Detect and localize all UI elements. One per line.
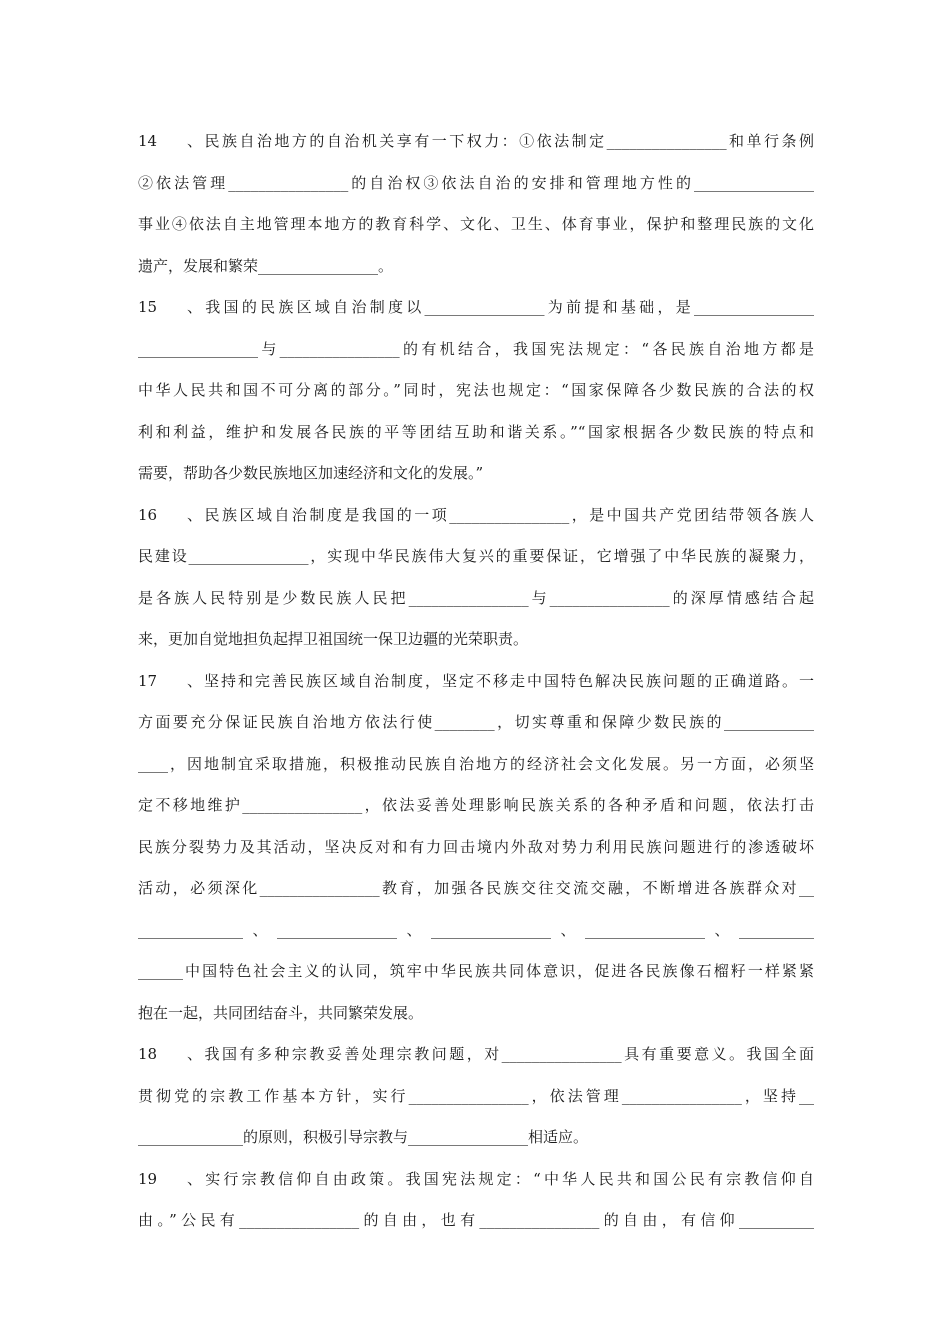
q19-line-1 <box>138 1159 814 1201</box>
q16-line-2: 民建设________________，实现中华民族伟大复兴的重要保证，它增强了中华民族的凝聚力， <box>138 547 814 565</box>
q17-line-8: ______中国特色社会主义的认同，筑牢中华民族共同体意识，促进各民族像石榴籽一样紧紧 <box>138 962 814 980</box>
q16-text-1: 民族区域自治制度是我国的一项________________，是中国共产党团结带领各族人 <box>202 505 814 524</box>
q17-line-5: 民族分裂势力及其活动，坚决反对和有力回击境内外敌对势力利用民族问题进行的渗透破坏 <box>138 837 814 856</box>
q15-line-3: 中华人民共和国不可分离的部分。”同时，宪法也规定：“国家保障各少数民族的合法的权 <box>138 381 814 399</box>
q18-line-1 <box>138 1034 814 1076</box>
q14-number: 14、 <box>138 132 202 150</box>
document-page <box>138 121 814 1242</box>
q14-line-3: 事业④依法自主地管理本地方的教育科学、文化、卫生、体育事业，保护和整理民族的文化 <box>138 215 814 233</box>
q15-line-2: ________________与________________的有机结合，我国宪法规定：“各民族自治地方都是 <box>138 339 814 358</box>
q18-number: 18、 <box>138 1045 202 1063</box>
q15-line-5: 需要，帮助各少数民族地区加速经济和文化的发展。” <box>138 464 484 482</box>
q17-line-9: 抱在一起，共同团结奋斗，共同繁荣发展。 <box>138 1003 424 1022</box>
q15-line-1 <box>138 287 814 329</box>
q15-line-4: 利和利益，维护和发展各民族的平等团结互助和谐关系。”“国家根据各少数民族的特点和 <box>138 422 814 441</box>
q14-line-2: ②依法管理________________的自治权③依法自治的安排和管理地方性的________________ <box>138 173 814 192</box>
q18-text-1: 我国有多种宗教妥善处理宗教问题，对________________具有重要意义。我国全面 <box>202 1045 814 1063</box>
q16-line-3: 是各族人民特别是少数民族人民把________________与________________的深厚情感结合起 <box>138 588 814 607</box>
q17-number: 17、 <box>138 671 202 690</box>
q15-number: 15、 <box>138 298 202 316</box>
q18-line-2: 贯彻党的宗教工作基本方针，实行________________，依法管理________________，坚持__ <box>138 1086 814 1105</box>
q16-number: 16、 <box>138 505 202 524</box>
q14-line-4: 遗产，发展和繁荣________________。 <box>138 256 394 275</box>
q17-text-1: 坚持和完善民族区域自治制度，坚定不移走中国特色解决民族问题的正确道路。一 <box>202 671 814 690</box>
q16-line-4: 来，更加自觉地担负起捍卫祖国统一保卫边疆的光荣职责。 <box>138 630 529 648</box>
q17-line-7: ______________、________________、________________、________________、__________ <box>138 920 814 939</box>
q14-line-1 <box>138 121 814 163</box>
q14-text-1: 民族自治地方的自治机关享有一下权力：①依法制定________________和单行条例 <box>202 132 814 150</box>
q17-line-4: 定不移地维护________________，依法妥善处理影响民族关系的各种矛盾和问题，依法打击 <box>138 796 814 814</box>
q19-line-2: 由。”公民有________________的自由，也有________________的自由，有信仰__________ <box>138 1211 814 1229</box>
q16-line-1 <box>138 495 814 537</box>
q19-number: 19、 <box>138 1169 202 1188</box>
q17-line-6: 活动，必须深化________________教育，加强各民族交往交流交融，不断增进各族群众对__ <box>138 879 814 897</box>
q19-text-1: 实行宗教信仰自由政策。我国宪法规定：“中华人民共和国公民有宗教信仰自 <box>202 1169 814 1188</box>
q17-line-1 <box>138 661 814 703</box>
q15-text-1: 我国的民族区域自治制度以________________为前提和基础，是________________ <box>202 298 814 316</box>
q17-line-2: 方面要充分保证民族自治地方依法行使________，切实尊重和保障少数民族的____________ <box>138 713 814 731</box>
q17-line-3: ____，因地制宜采取措施，积极推动民族自治地方的经济社会文化发展。另一方面，必须坚 <box>138 754 814 773</box>
q18-line-3: ______________的原则，积极引导宗教与________________相适应。 <box>138 1128 589 1146</box>
